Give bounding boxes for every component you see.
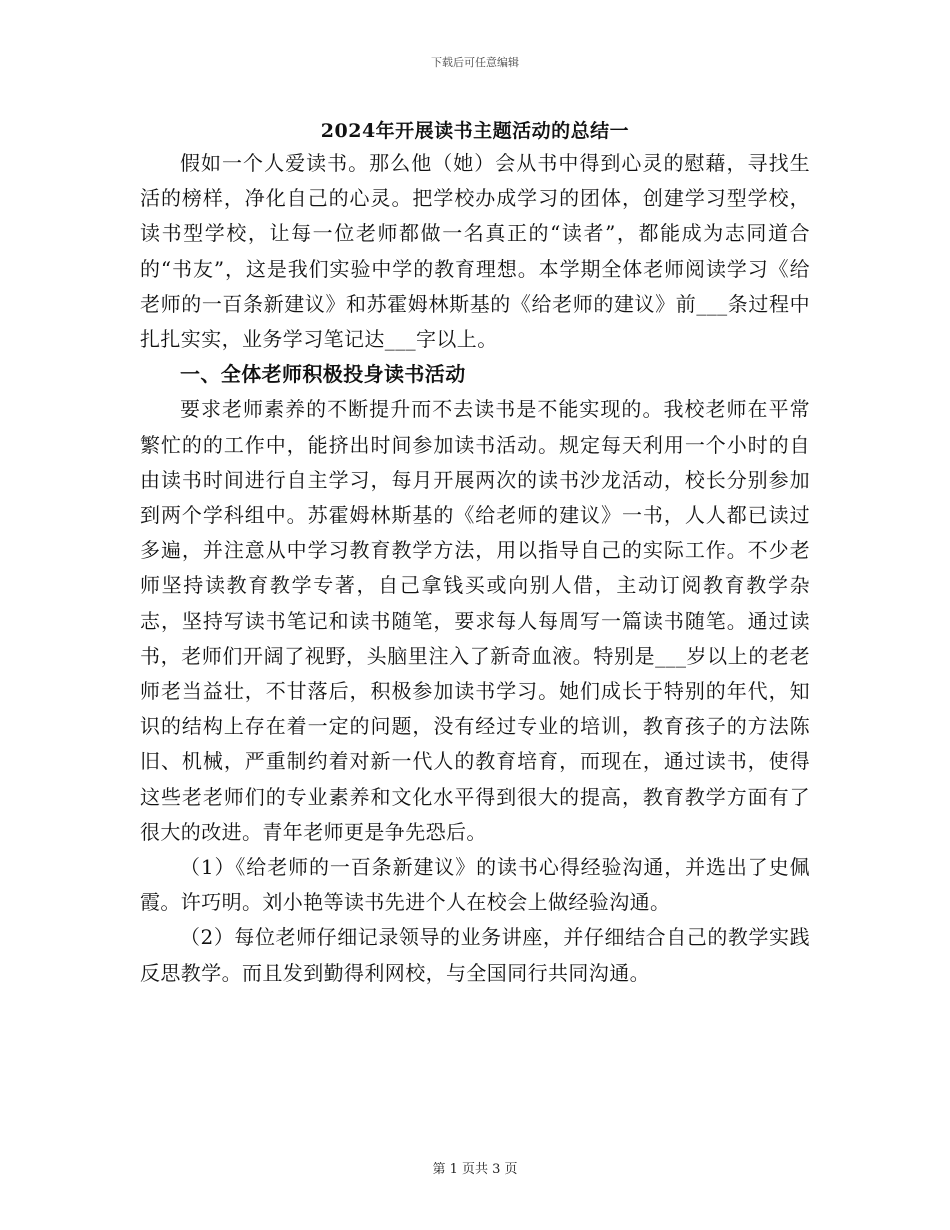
list-item-2: （2）每位老师仔细记录领导的业务讲座，并仔细结合自己的教学实践反思教学。而且发到勤得利网校，与全国同行共同沟通。 [140,925,810,985]
section-1-paragraph: 要求老师素养的不断提升而不去读书是不能实现的。我校老师在平常繁忙的的工作中，能挤出时间参加读书活动。规定每天利用一个小时的自由读书时间进行自主学习，每月开展两次的读书沙龙活动，校长分别参加到两个学科组中。苏霍姆林斯基的《给老师的建议》一书，人人都已读过多遍，并注意从中学习教育教学方法，用以指导自己的实际工作。不少老师坚持读教育教学专著，自己拿钱买或向别人借，主动订阅教育教学杂志，坚持写读书笔记和读书随笔，要求每人每周写一篇读书随笔。通过读书，老师们开阔了视野，头脑里注入了新奇血液。特别是___岁以上的老老师老当益壮，不甘落后，积极参加读书学习。她们成长于特别的年代，知识的结构上存在着一定的问题，没有经过专业的培训，教育孩子的方法陈旧、机械，严重制约着对新一代人的教育培育，而现在，通过读书，使得这些老老师们的专业素养和文化水平得到很大的提高，教育教学方面有了很大的改进。青年老师更是争先恐后。 [140,397,810,844]
page-header-note: 下载后可任意编辑 [431,56,519,69]
section-heading-1: 一、全体老师积极投身读书活动 [180,362,466,387]
document-body [140,146,810,991]
document-title: 2024年开展读书主题活动的总结一 [320,120,630,142]
list-item-1: （1）《给老师的一百条新建议》的读书心得经验沟通，并选出了史佩霞。许巧明。刘小艳等读书先进个人在校会上做经验沟通。 [140,855,810,915]
intro-paragraph: 假如一个人爱读书。那么他（她）会从书中得到心灵的慰藉，寻找生活的榜样，净化自己的心灵。把学校办成学习的团体，创建学习型学校，读书型学校，让每一位老师都做一名真正的“读者”，都能成为志同道合的“书友”，这是我们实验中学的教育理想。本学期全体老师阅读学习《给老师的一百条新建议》和苏霍姆林斯基的《给老师的建议》前___条过程中扎扎实实，业务学习笔记达___字以上。 [140,151,810,352]
page-number-footer: 第 1 页共 3 页 [432,1162,518,1177]
